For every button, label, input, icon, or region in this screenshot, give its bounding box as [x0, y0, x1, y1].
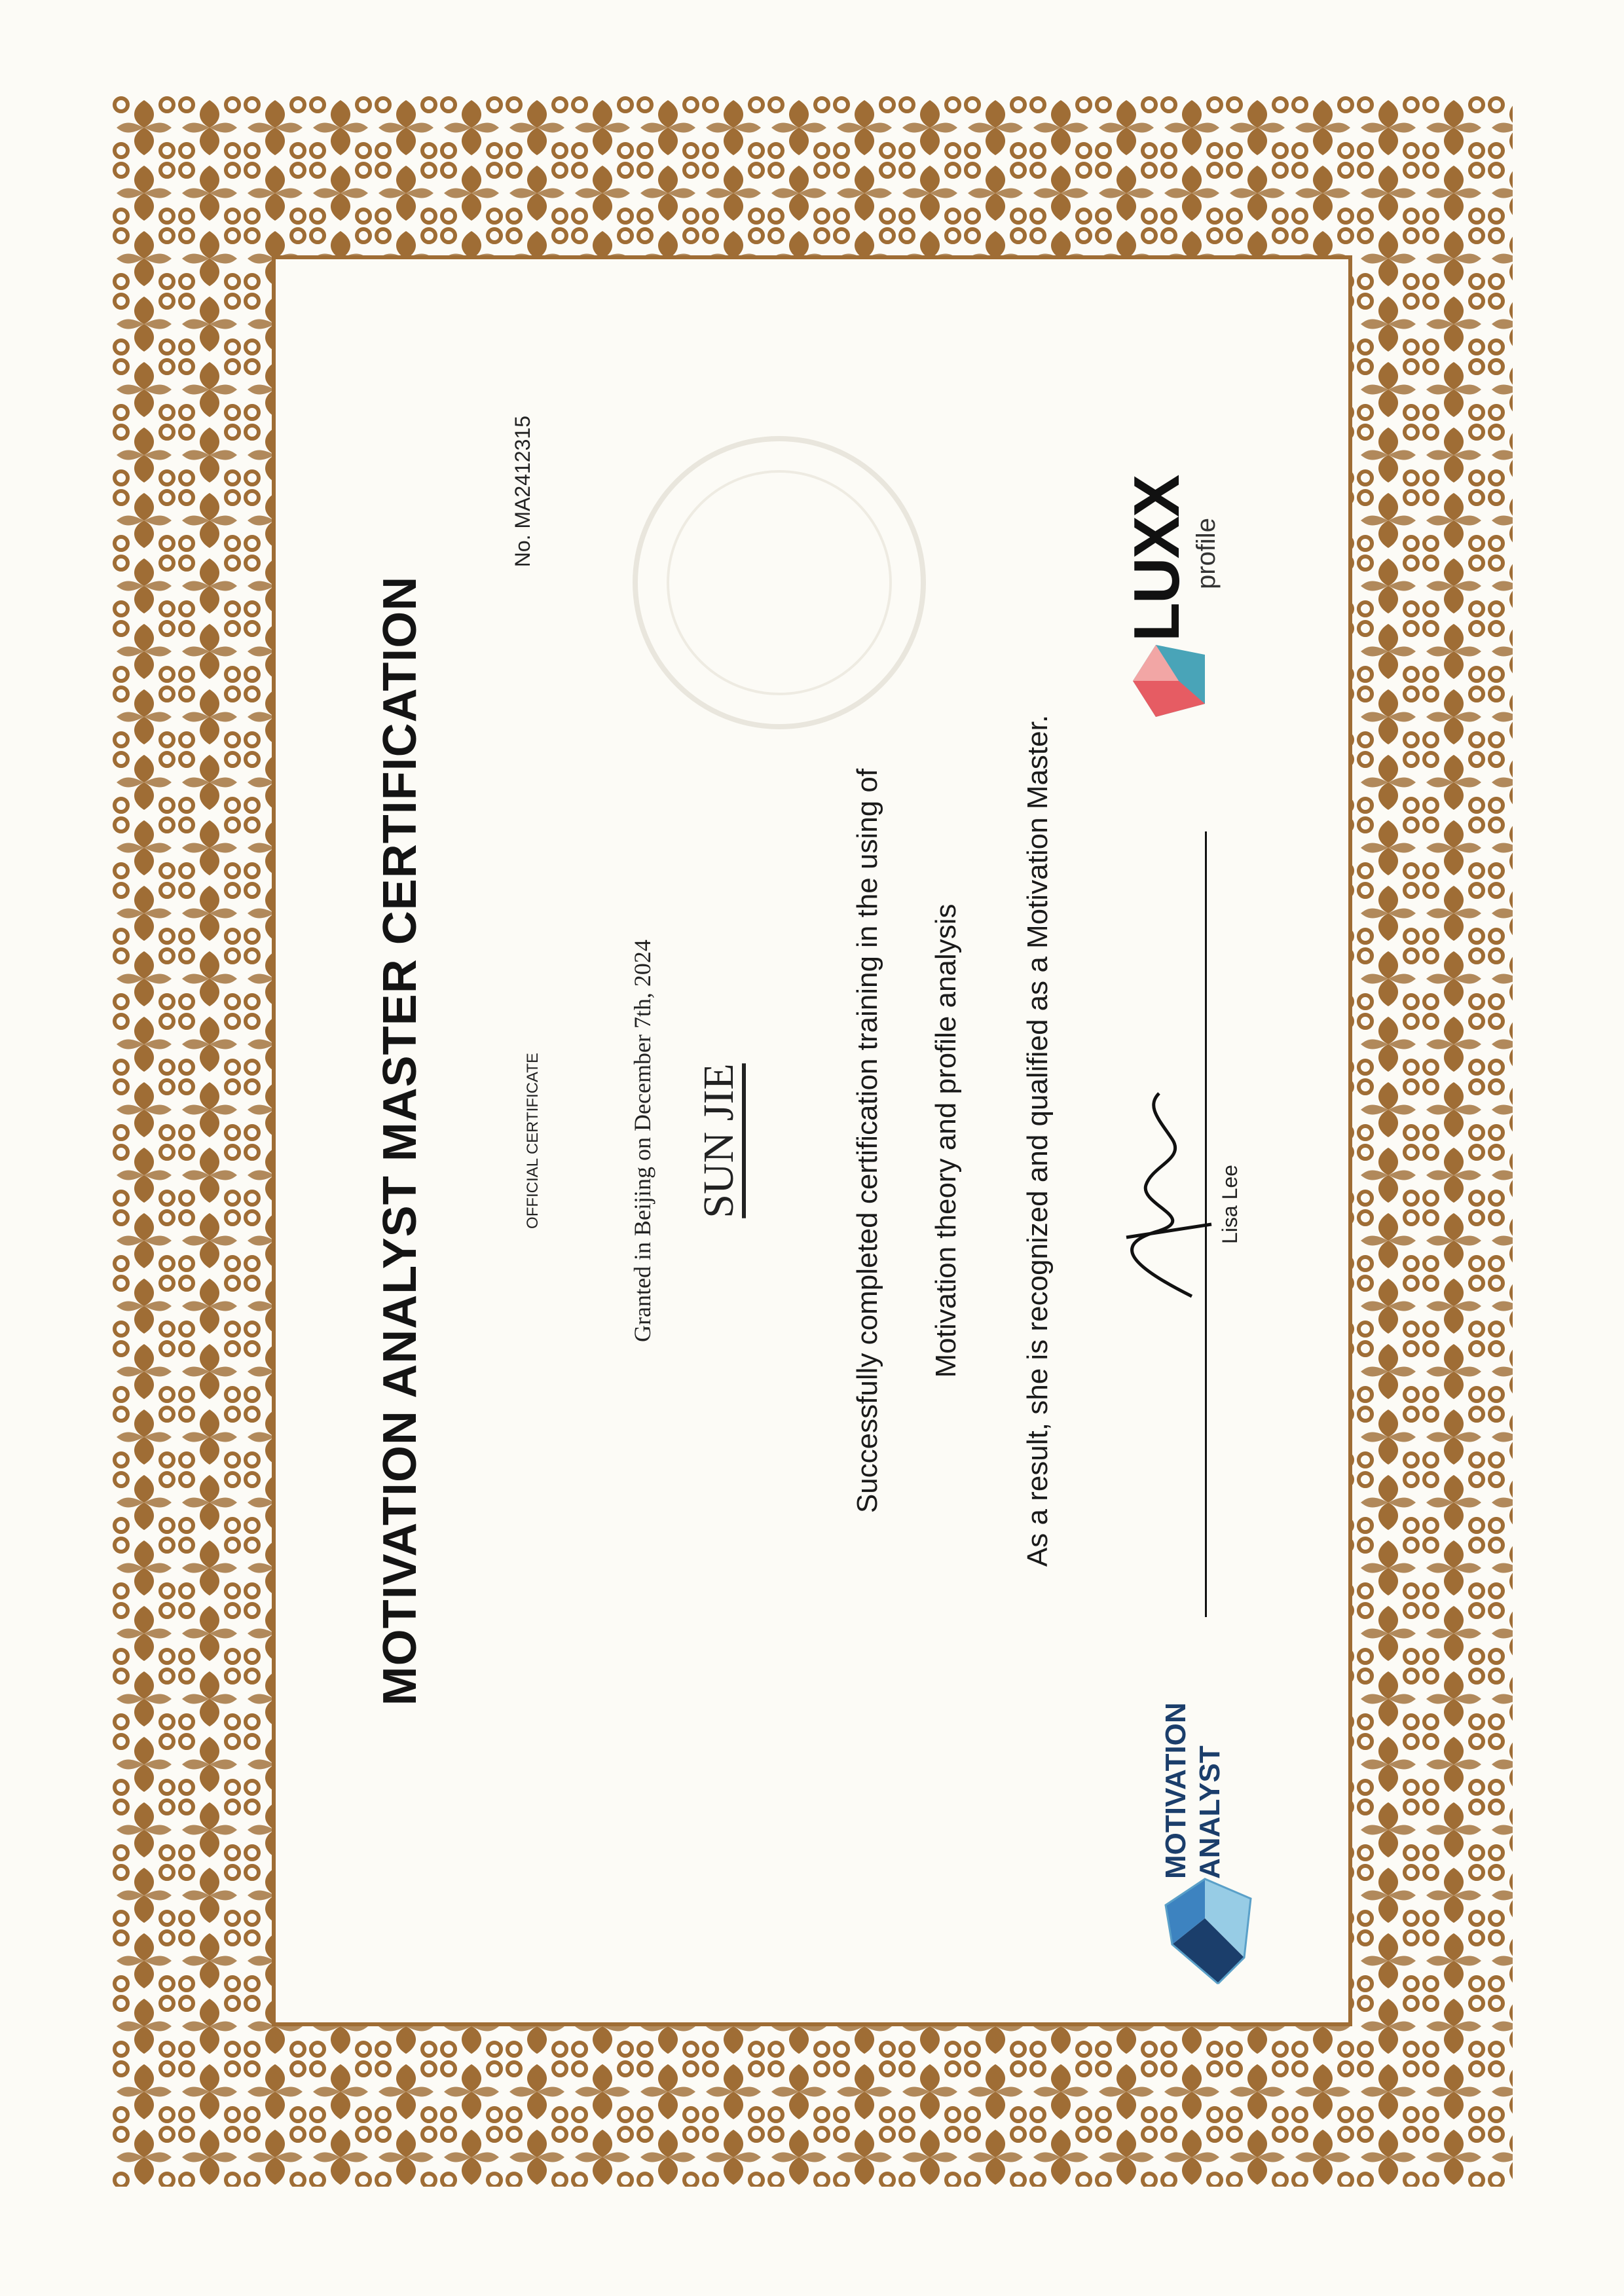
certificate-title: MOTIVATION ANALYST MASTER CERTIFICATION: [374, 575, 426, 1706]
certificate-subtitle: OFFICIAL CERTIFICATE: [524, 1053, 542, 1229]
certificate-canvas: [111, 95, 1513, 2187]
gem-icon: [1126, 635, 1218, 727]
ma-line-2: ANALYST: [1194, 1745, 1226, 1879]
embossed-seal: [622, 426, 936, 740]
body-line-1: Successfully completed certification training in the using of: [851, 768, 883, 1514]
luxx-brand: LUXX: [1120, 475, 1192, 642]
ma-line-1: MOTIVATION: [1160, 1702, 1192, 1879]
signatory-name: Lisa Lee: [1218, 1165, 1242, 1244]
motivation-analyst-wordmark: [1159, 1702, 1227, 1879]
signature-line: [1205, 831, 1207, 1617]
signature-mark: [1100, 1080, 1218, 1316]
body-line-2: Motivation theory and profile analysis: [930, 903, 962, 1378]
granted-text: Granted in Beijing on December 7th, 2024: [629, 939, 655, 1342]
certificate-content: [275, 259, 1349, 2023]
body-line-3: As a result, she is recognized and qualified as a Motivation Master.: [1022, 714, 1054, 1567]
certificate-number: No. MA2412315: [511, 416, 534, 568]
recipient-name: SUN JIE: [695, 1063, 743, 1218]
crystal-mountain-icon: [1146, 1866, 1264, 1997]
luxx-sub: profile: [1192, 518, 1221, 589]
